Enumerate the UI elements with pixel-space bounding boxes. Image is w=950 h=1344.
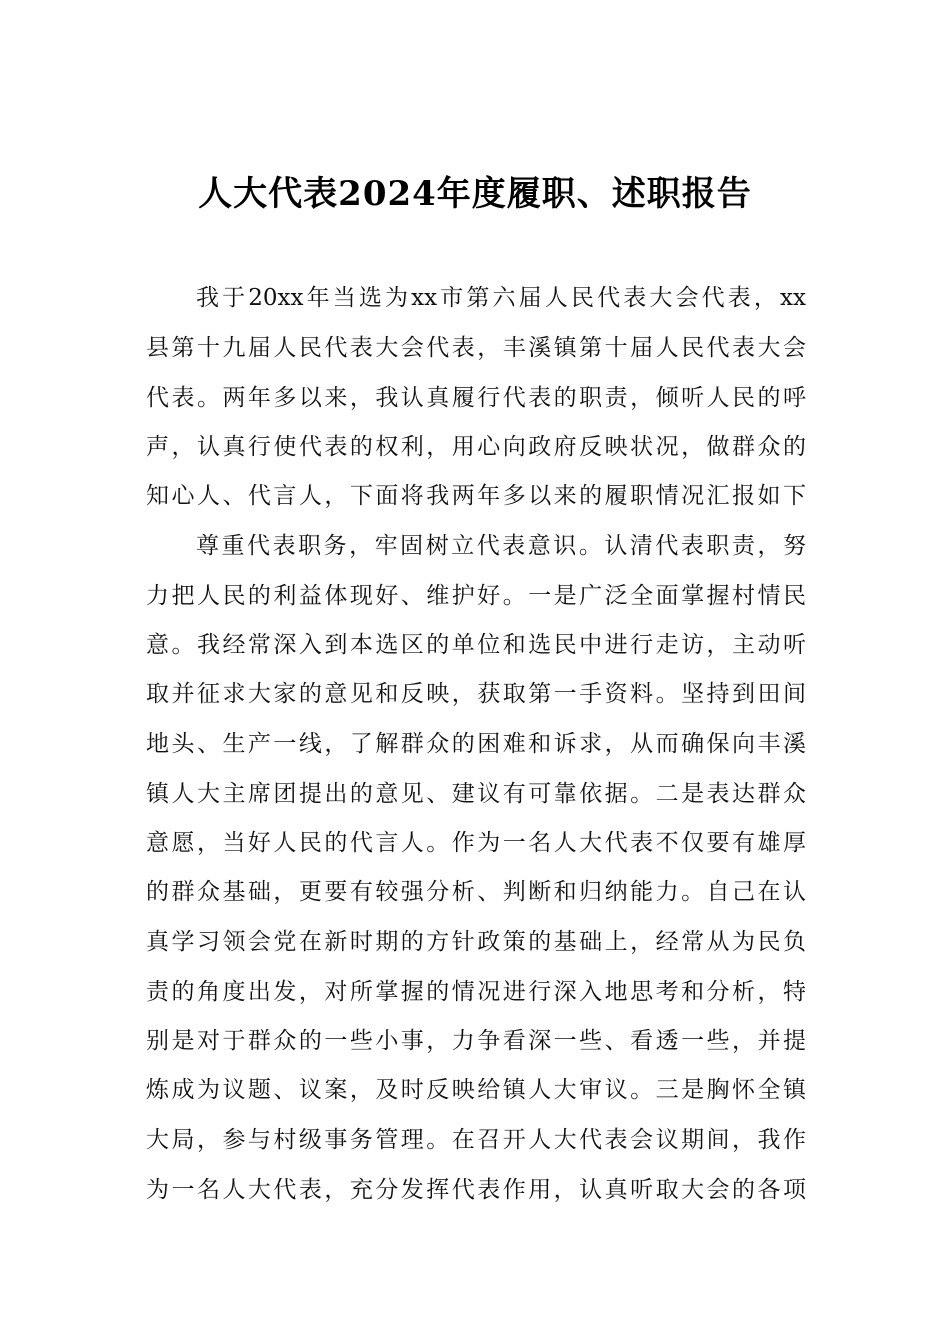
paragraph-2-line-10: 责的角度出发，对所掌握的情况进行深入地思考和分析，特 (146, 979, 806, 1005)
paragraph-2-line-2: 力把人民的利益体现好、维护好。一是广泛全面掌握村情民 (146, 583, 806, 609)
paragraph-2-line-5: 地头、生产一线，了解群众的困难和诉求，从而确保向丰溪 (146, 731, 806, 757)
paragraph-2-line-12: 炼成为议题、议案，及时反映给镇人大审议。三是胸怀全镇 (146, 1077, 806, 1103)
paragraph-2-line-8: 的群众基础，更要有较强分析、判断和归纳能力。自己在认 (146, 879, 806, 905)
paragraph-1-line-3: 代表。两年多以来，我认真履行代表的职责，倾听人民的呼 (146, 385, 806, 411)
paragraph-2-line-3: 意。我经常深入到本选区的单位和选民中进行走访，主动听 (146, 632, 806, 658)
paragraph-2-line-14: 为一名人大代表，充分发挥代表作用，认真听取大会的各项 (146, 1177, 806, 1203)
paragraph-1-line-1: 我于20xx年当选为xx市第六届人民代表大会代表，xx (196, 285, 806, 311)
paragraph-1-line-2: 县第十九届人民代表大会代表，丰溪镇第十届人民代表大会 (146, 335, 806, 361)
paragraph-1-line-4: 声，认真行使代表的权利，用心向政府反映状况，做群众的 (146, 434, 806, 460)
paragraph-1-line-5: 知心人、代言人，下面将我两年多以来的履职情况汇报如下 (146, 483, 806, 509)
paragraph-2-line-1: 尊重代表职务，牢固树立代表意识。认清代表职责，努 (196, 533, 806, 559)
paragraph-2-line-7: 意愿，当好人民的代言人。作为一名人大代表不仅要有雄厚 (146, 830, 806, 856)
paragraph-2-line-13: 大局，参与村级事务管理。在召开人大代表会议期间，我作 (146, 1127, 806, 1153)
paragraph-2-line-4: 取并征求大家的意见和反映，获取第一手资料。坚持到田间 (146, 681, 806, 707)
paragraph-2-line-11: 别是对于群众的一些小事，力争看深一些、看透一些，并提 (146, 1028, 806, 1054)
paragraph-2-line-6: 镇人大主席团提出的意见、建议有可靠依据。二是表达群众 (146, 781, 806, 807)
paragraph-2-line-9: 真学习领会党在新时期的方针政策的基础上，经常从为民负 (146, 929, 806, 955)
document-title: 人大代表2024年度履职、述职报告 (198, 174, 752, 214)
